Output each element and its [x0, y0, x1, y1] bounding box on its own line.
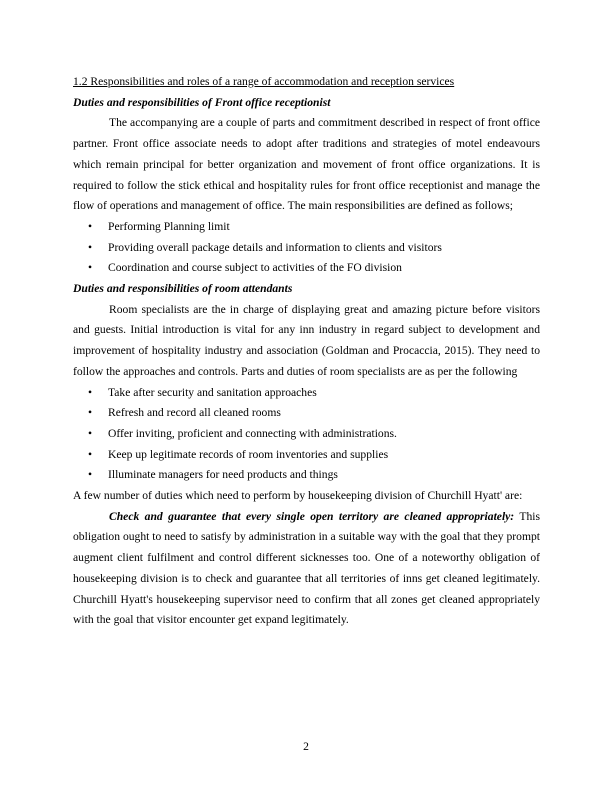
bullet-icon: •	[88, 385, 93, 399]
bullet-icon: •	[88, 240, 93, 254]
document-body	[73, 72, 540, 631]
bullet-icon: •	[88, 406, 93, 420]
list-item	[73, 465, 540, 486]
housekeeping-lead-bold: Check and guarantee that every single open territory are cleaned appropriately:	[109, 509, 515, 523]
housekeeping-intro: A few number of duties which need to perform by housekeeping division of Churchill Hyatt' are:	[73, 489, 523, 503]
page-number: 2	[303, 740, 309, 753]
front-office-subheading: Duties and responsibilities of Front office receptionist	[73, 95, 331, 109]
list-item-text: Offer inviting, proficient and connecting with administrations.	[108, 426, 397, 440]
bullet-icon: •	[88, 219, 93, 233]
list-item	[73, 258, 540, 279]
list-item-text: Refresh and record all cleaned rooms	[108, 406, 281, 420]
list-item	[73, 383, 540, 404]
bullet-icon: •	[88, 261, 93, 275]
list-item	[73, 403, 540, 424]
housekeeping-lead-text: This obligation ought to need to satisfy by administration in a suitable way with the goal that they prompt augment client fulfilment and control different sicknesses too. One of a noteworthy obligation of housekeeping division is to check and guarantee that all territories of inns get cleaned legitimately. Churchill Hyatt's housekeeping supervisor need to confirm that all zones get cleaned appropriately with the goal that visitor encounter get expand legitimately.	[73, 509, 540, 627]
list-item-text: Keep up legitimate records of room inventories and supplies	[108, 447, 389, 461]
list-item	[73, 238, 540, 259]
list-item-text: Take after security and sanitation approaches	[108, 385, 317, 399]
section-heading: 1.2 Responsibilities and roles of a range of accommodation and reception services	[73, 75, 455, 88]
room-attendants-paragraph: Room specialists are the in charge of displaying great and amazing picture before visitors and guests. Initial introduction is vital for any inn industry in regard subject to development and improvement of hospitality industry and association (Goldman and Procaccia, 2015). They need to follow the approaches and controls. Parts and duties of room specialists are as per the following	[73, 302, 540, 378]
bullet-icon: •	[88, 447, 93, 461]
list-item-text: Coordination and course subject to activities of the FO division	[108, 261, 402, 275]
room-attendants-bullet-list	[73, 383, 540, 487]
list-item-text: Illuminate managers for need products and things	[108, 468, 338, 482]
front-office-paragraph: The accompanying are a couple of parts and commitment described in respect of front office partner. Front office associate needs to adopt after traditions and strategies of motel endeavours which remain principal for better organization and movement of front office organizations. It is required to follow the stick ethical and hospitality rules for front office receptionist and manage the flow of operations and management of office. The main responsibilities are defined as follows;	[73, 116, 540, 213]
bullet-icon: •	[88, 426, 93, 440]
list-item	[73, 424, 540, 445]
list-item-text: Performing Planning limit	[108, 219, 230, 233]
front-office-bullet-list	[73, 217, 540, 279]
list-item-text: Providing overall package details and information to clients and visitors	[108, 240, 442, 254]
housekeeping-paragraph	[73, 507, 540, 631]
room-attendants-subheading: Duties and responsibilities of room attendants	[73, 282, 293, 296]
list-item	[73, 217, 540, 238]
list-item	[73, 445, 540, 466]
bullet-icon: •	[88, 468, 93, 482]
